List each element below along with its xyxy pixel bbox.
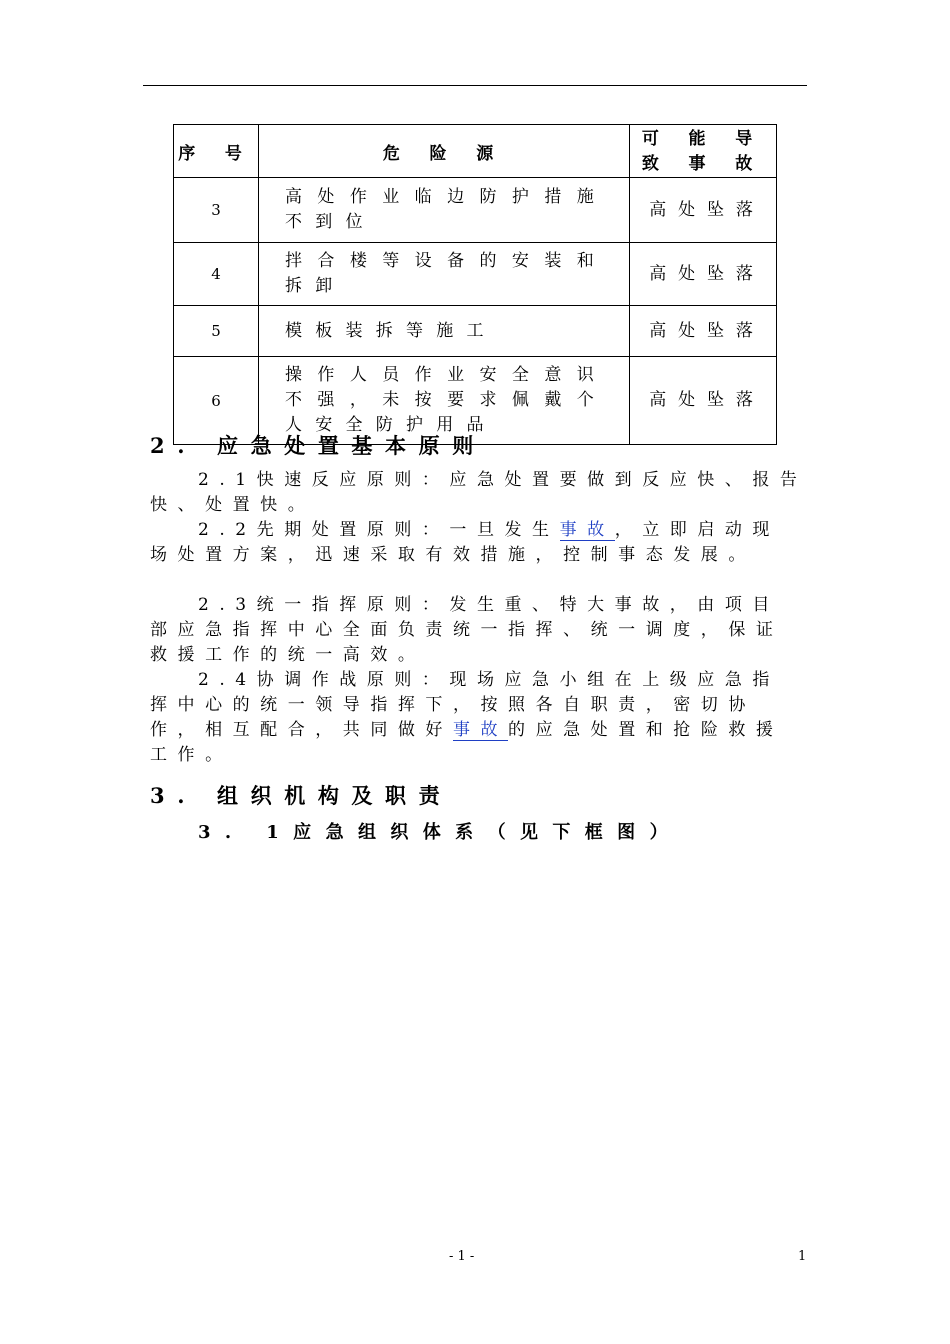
paragraph-2-2 <box>150 518 790 568</box>
paragraph-2-1-text: 2.1快速反应原则：应急处置要做到反应快、报告快、处置快。 <box>150 470 808 515</box>
row-hazard-source: 拌合楼等设备的安装和拆卸 <box>259 243 630 306</box>
row-hazard-source: 模板装拆等施工 <box>259 306 630 357</box>
paragraph-2-3 <box>150 593 790 668</box>
paragraph-2-4-text-b: 的应急处置和抢险救援工作。 <box>150 720 784 765</box>
row-possible-accident: 高处坠落 <box>630 243 777 306</box>
paragraph-2-4 <box>150 668 790 768</box>
row-possible-accident: 高处坠落 <box>630 178 777 243</box>
row-possible-accident: 高处坠落 <box>630 306 777 357</box>
row-hazard-source: 高处作业临边防护措施不到位 <box>259 178 630 243</box>
accident-link[interactable]: 事故 <box>559 520 615 540</box>
accident-link[interactable]: 事故 <box>452 720 509 740</box>
paragraph-2-2-text-a: 2.2先期处置原则：一旦发生 <box>198 520 560 540</box>
row-hazard-source: 操作人员作业安全意识不强，未按要求佩戴个人安全防护用品 <box>259 357 630 445</box>
hazard-table <box>173 124 777 445</box>
paragraph-2-4-text-a: 2.4协调作战原则：现场应急小组在上级应急指挥中心的统一领导指挥下，按照各自职责，密切协作，相互配合，共同做好 <box>150 670 780 740</box>
row-possible-accident: 高处坠落 <box>630 357 777 445</box>
paragraph-2-2-text-b: ，立即启动现场处置方案，迅速采取有效措施，控制事态发展。 <box>150 520 780 565</box>
footer-number: 1 <box>798 1249 807 1264</box>
row-number: 4 <box>174 243 259 306</box>
row-number: 5 <box>174 306 259 357</box>
section-3-title: 3. 组织机构及职责 <box>150 783 453 808</box>
table-row <box>174 306 777 357</box>
header-hazard-source: 危 险 源 <box>259 125 630 178</box>
table-row <box>174 178 777 243</box>
header-number: 序 号 <box>174 125 259 178</box>
row-number: 6 <box>174 357 259 445</box>
table-header-row <box>174 125 777 178</box>
section-2-title: 2. 应急处置基本原则 <box>150 433 486 458</box>
paragraph-2-3-text: 2.3统一指挥原则：发生重、特大事故，由项目部应急指挥中心全面负责统一指挥、统一调度，保证救援工作的统一高效。 <box>150 595 784 665</box>
table-row <box>174 243 777 306</box>
header-possible-accident: 可 能 导 致 事 故 <box>630 125 777 178</box>
row-number: 3 <box>174 178 259 243</box>
section-3-1-title: 3. 1应急组织体系（见下框图） <box>198 822 682 843</box>
paragraph-2-1 <box>150 468 810 518</box>
page-number: - 1 - <box>449 1249 475 1264</box>
header-rule <box>143 85 807 86</box>
